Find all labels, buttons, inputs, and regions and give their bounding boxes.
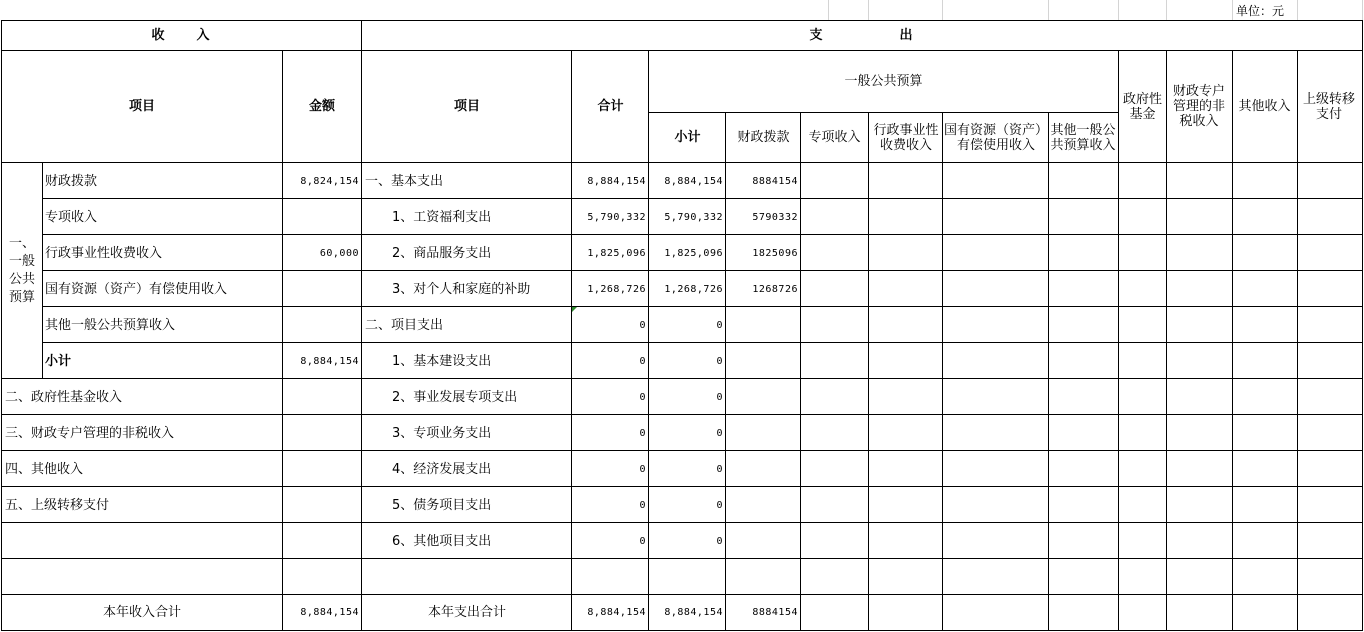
income-row-label: 其他一般公共预算收入 [45, 317, 176, 333]
expense-row-subtotal: 0 [716, 535, 723, 547]
income-other-label: 四、其他收入 [5, 461, 84, 477]
expense-row-fiscal [726, 487, 801, 523]
expense-row-label: 1、工资福利支出 [392, 209, 492, 225]
grid-line [1118, 50, 1119, 631]
general-budget-header: 一般公共预算 [844, 74, 923, 89]
expense-row-fiscal [726, 415, 801, 451]
total-header: 合计 [597, 99, 624, 114]
subtotal-header: 小计 [674, 130, 701, 145]
income-row-label: 专项收入 [45, 209, 98, 225]
expense-row-fiscal [726, 379, 801, 415]
income-row-label: 行政事业性收费收入 [45, 245, 163, 261]
grid-line [1, 594, 1362, 595]
grid-line [1232, 50, 1233, 631]
income-group-label: 一、一般公共预算 [8, 235, 35, 305]
grid-line [1, 162, 1362, 163]
expense-row-label: 5、债务项目支出 [392, 497, 492, 513]
income-row-amount: 8,884,154 [300, 355, 359, 367]
grid-line [1, 486, 1362, 487]
expense-row-label: 一、基本支出 [365, 173, 444, 189]
income-other-label: 二、政府性基金收入 [5, 389, 123, 405]
grid-line [1297, 50, 1298, 631]
unit-label: 单位：元 [1236, 3, 1285, 18]
other-general-header: 其他一般公共预算收入 [1050, 122, 1116, 153]
grid-line [1, 450, 1362, 451]
grid-line [361, 20, 362, 631]
income-row-amount: 60,000 [319, 247, 359, 259]
grid-line [42, 162, 43, 378]
expense-row-fiscal: 5790332 [752, 211, 798, 223]
expense-row-fiscal [726, 343, 801, 379]
grid-line [942, 112, 943, 631]
expense-row-subtotal: 1,268,726 [664, 283, 723, 295]
expense-row-label: 3、专项业务支出 [392, 425, 492, 441]
expense-row-total: 0 [639, 391, 646, 403]
grid-line [571, 50, 572, 631]
income-other-amount [282, 379, 362, 415]
expense-row-subtotal: 8,884,154 [664, 175, 723, 187]
amount-header: 金额 [308, 99, 335, 114]
special-account-header: 财政专户管理的非税收入 [1172, 84, 1225, 129]
expense-row-total: 0 [639, 463, 646, 475]
grid-line [1166, 50, 1167, 631]
income-other-amount [282, 451, 362, 487]
other-income-header: 其他收入 [1238, 99, 1291, 114]
expense-row-label: 1、基本建设支出 [392, 353, 492, 369]
expense-row-subtotal: 0 [716, 463, 723, 475]
expense-row-fiscal [726, 451, 801, 487]
grid-line [42, 234, 1362, 235]
grid-line [1, 20, 1362, 21]
income-other-amount [282, 487, 362, 523]
grid-line [1, 50, 1362, 51]
expense-row-total: 5,790,332 [587, 211, 646, 223]
grid-line [1, 414, 1362, 415]
expense-row-total: 1,268,726 [587, 283, 646, 295]
fiscal-header: 财政拨款 [737, 130, 790, 145]
expense-row-label: 6、其他项目支出 [392, 533, 492, 549]
expense-row-total: 0 [639, 499, 646, 511]
grid-line [42, 306, 1362, 307]
expense-fiscal: 8884154 [752, 607, 798, 618]
expense-row-label: 3、对个人和家庭的补助 [392, 281, 531, 297]
expense-row-subtotal: 0 [716, 319, 723, 331]
grid-line [800, 112, 801, 631]
grid-line [1, 630, 1362, 631]
expense-row-fiscal: 1825096 [752, 247, 798, 259]
expense-row-label: 2、事业发展专项支出 [392, 389, 518, 405]
expense-row-subtotal: 0 [716, 391, 723, 403]
grid-line [648, 50, 649, 631]
grid-line [1, 522, 1362, 523]
grid-line [1, 378, 1362, 379]
expense-row-total: 0 [639, 427, 646, 439]
expense-row-total: 8,884,154 [587, 175, 646, 187]
income-total-label: 本年收入合计 [102, 605, 181, 620]
expense-row-total: 0 [639, 355, 646, 367]
admin-fee-header: 行政事业性收费收入 [873, 122, 939, 153]
expense-row-label: 二、项目支出 [365, 317, 444, 333]
income-row-amount [282, 199, 362, 235]
grid-line [42, 270, 1362, 271]
expense-row-subtotal: 0 [716, 355, 723, 367]
expense-item-header: 项目 [453, 99, 480, 114]
income-total-amount: 8,884,154 [300, 607, 359, 618]
expense-row-total: 1,825,096 [587, 247, 646, 259]
expense-row-subtotal: 0 [716, 499, 723, 511]
expense-row-label: 4、经济发展支出 [392, 461, 492, 477]
expense-total-label: 本年支出合计 [427, 605, 506, 620]
expense-row-total: 0 [639, 319, 646, 331]
expense-row-fiscal: 8884154 [752, 175, 798, 187]
state-assets-header: 国有资源（资产）有偿使用收入 [944, 122, 1048, 153]
grid-line [1048, 112, 1049, 631]
income-other-amount [282, 415, 362, 451]
expense-header: 支 出 [809, 28, 915, 43]
grid-line [868, 112, 869, 631]
income-row-amount: 8,824,154 [300, 175, 359, 187]
expense-row-label: 2、商品服务支出 [392, 245, 492, 261]
income-item-header: 项目 [128, 99, 155, 114]
grid-line [42, 198, 1362, 199]
grid-line [42, 342, 1362, 343]
income-row-label: 小计 [45, 353, 72, 369]
expense-row-fiscal: 1268726 [752, 283, 798, 295]
expense-row-total: 0 [639, 535, 646, 547]
grid-line [1, 558, 1362, 559]
grid-line [282, 50, 283, 631]
expense-row-fiscal [726, 523, 801, 559]
upper-transfer-header: 上级转移支付 [1302, 91, 1355, 122]
income-other-label: 五、上级转移支付 [5, 497, 110, 513]
expense-row-fiscal [726, 307, 801, 343]
cell-indicator [572, 307, 577, 312]
expense-row-subtotal: 5,790,332 [664, 211, 723, 223]
special-income-header: 专项收入 [808, 130, 861, 145]
expense-total: 8,884,154 [587, 607, 646, 618]
income-row-amount [282, 271, 362, 307]
grid-line [725, 112, 726, 631]
income-row-amount [282, 307, 362, 343]
income-row-label: 财政拨款 [45, 173, 98, 189]
grid-line [1, 20, 2, 631]
expense-row-subtotal: 0 [716, 427, 723, 439]
expense-subtotal: 8,884,154 [664, 607, 723, 618]
income-other-label: 三、财政专户管理的非税收入 [5, 425, 175, 441]
gov-fund-header: 政府性基金 [1122, 91, 1162, 122]
grid-line [1362, 20, 1363, 631]
income-header: 收 入 [151, 28, 212, 43]
income-row-label: 国有资源（资产）有偿使用收入 [45, 281, 228, 297]
expense-row-subtotal: 1,825,096 [664, 247, 723, 259]
